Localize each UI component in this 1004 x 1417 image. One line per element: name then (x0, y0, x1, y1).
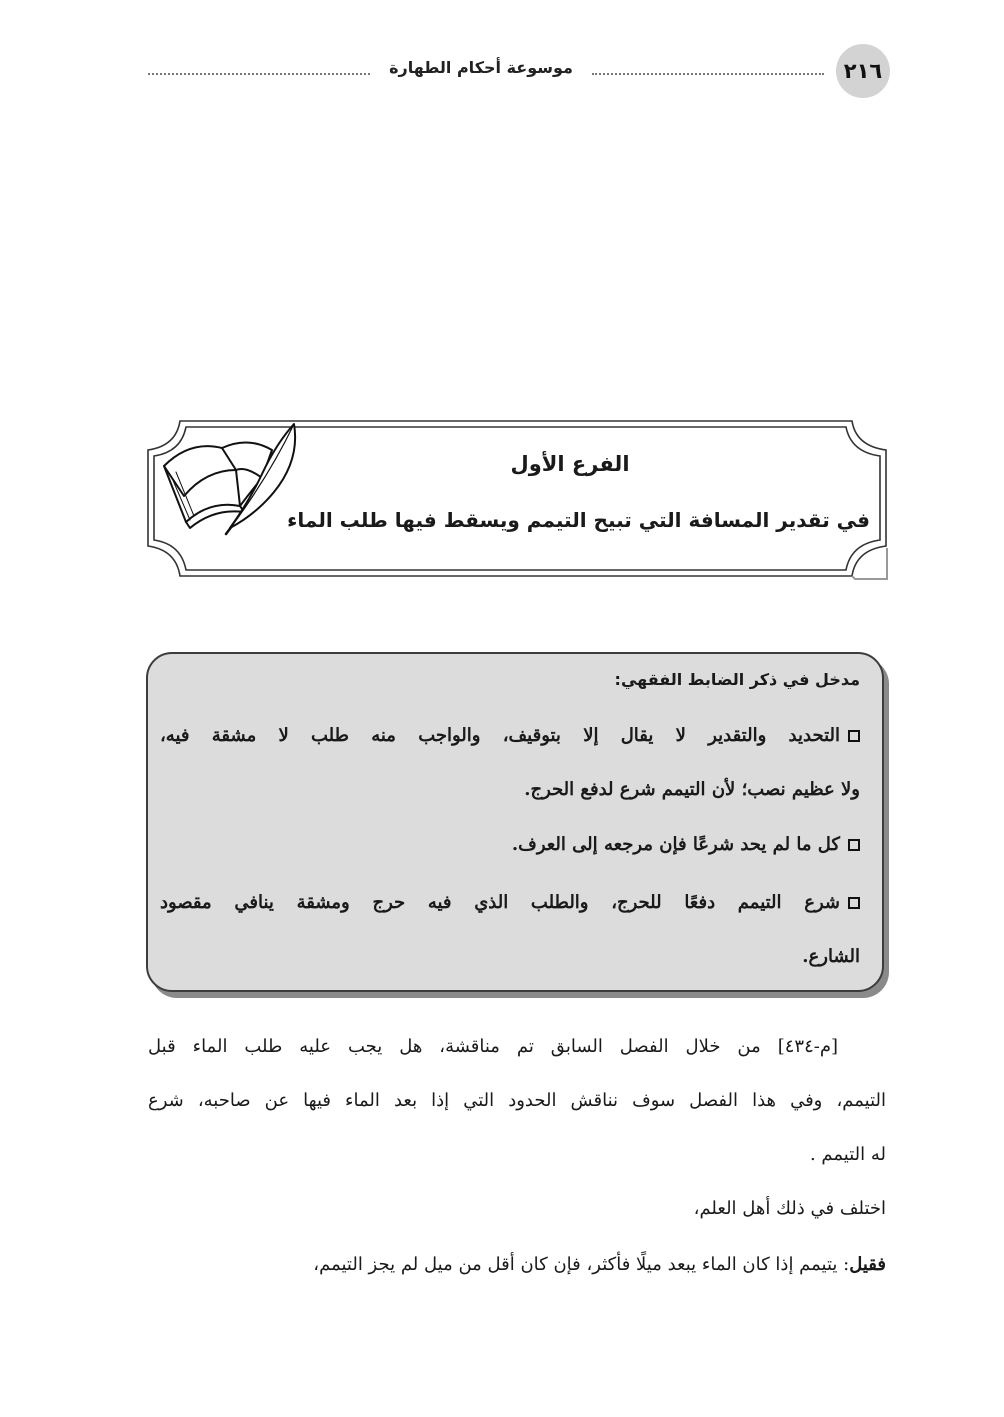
rule-text: ولا عظيم نصب؛ لأن التيمم شرع لدفع الحرج. (524, 779, 860, 800)
rule-text: التحديد والتقدير لا يقال إلا بتوقيف، والواجب منه طلب لا مشقة فيه، (160, 725, 840, 746)
rule-item (160, 818, 860, 872)
paragraph-lead: فقيل (849, 1254, 886, 1275)
branch-label: الفرع الأول (510, 452, 630, 476)
branch-subtitle: في تقدير المسافة التي تبيح التيمم ويسقط فيها طلب الماء (287, 508, 870, 532)
rule-item (160, 876, 860, 984)
paragraph-line: [م-٤٣٤] من خلال الفصل السابق تم مناقشة، هل يجب عليه طلب الماء قبل (148, 1036, 838, 1057)
checkbox-icon (848, 839, 860, 851)
checkbox-icon (848, 897, 860, 909)
body-paragraph (148, 1238, 934, 1292)
paragraph-line: التيمم، وفي هذا الفصل سوف نناقش الحدود التي إذا بعد الماء فيها عن صاحبه، شرع (148, 1090, 886, 1111)
book-title: موسوعة أحكام الطهارة (389, 58, 573, 77)
body-paragraph (148, 1020, 886, 1182)
rules-heading: مدخل في ذكر الضابط الفقهي: (614, 670, 860, 689)
paragraph-text: : يتيمم إذا كان الماء يبعد ميلًا فأكثر، فإن كان أقل من ميل لم يجز التيمم، (313, 1254, 850, 1275)
rule-text: الشارع. (802, 946, 860, 967)
rule-line (160, 709, 860, 763)
body-paragraph: اختلف في ذلك أهل العلم، (693, 1198, 886, 1219)
rule-line (160, 876, 860, 930)
rule-text: كل ما لم يحد شرعًا فإن مرجعه إلى العرف. (511, 834, 840, 855)
rule-item (160, 709, 860, 817)
paragraph-line: له التيمم . (809, 1144, 886, 1165)
frame-shadow (852, 548, 887, 579)
rule-text: شرع التيمم دفعًا للحرج، والطلب الذي فيه حرج ومشقة ينافي مقصود (160, 892, 840, 913)
page-number: ٢١٦ (836, 44, 890, 98)
checkbox-icon (848, 730, 860, 742)
